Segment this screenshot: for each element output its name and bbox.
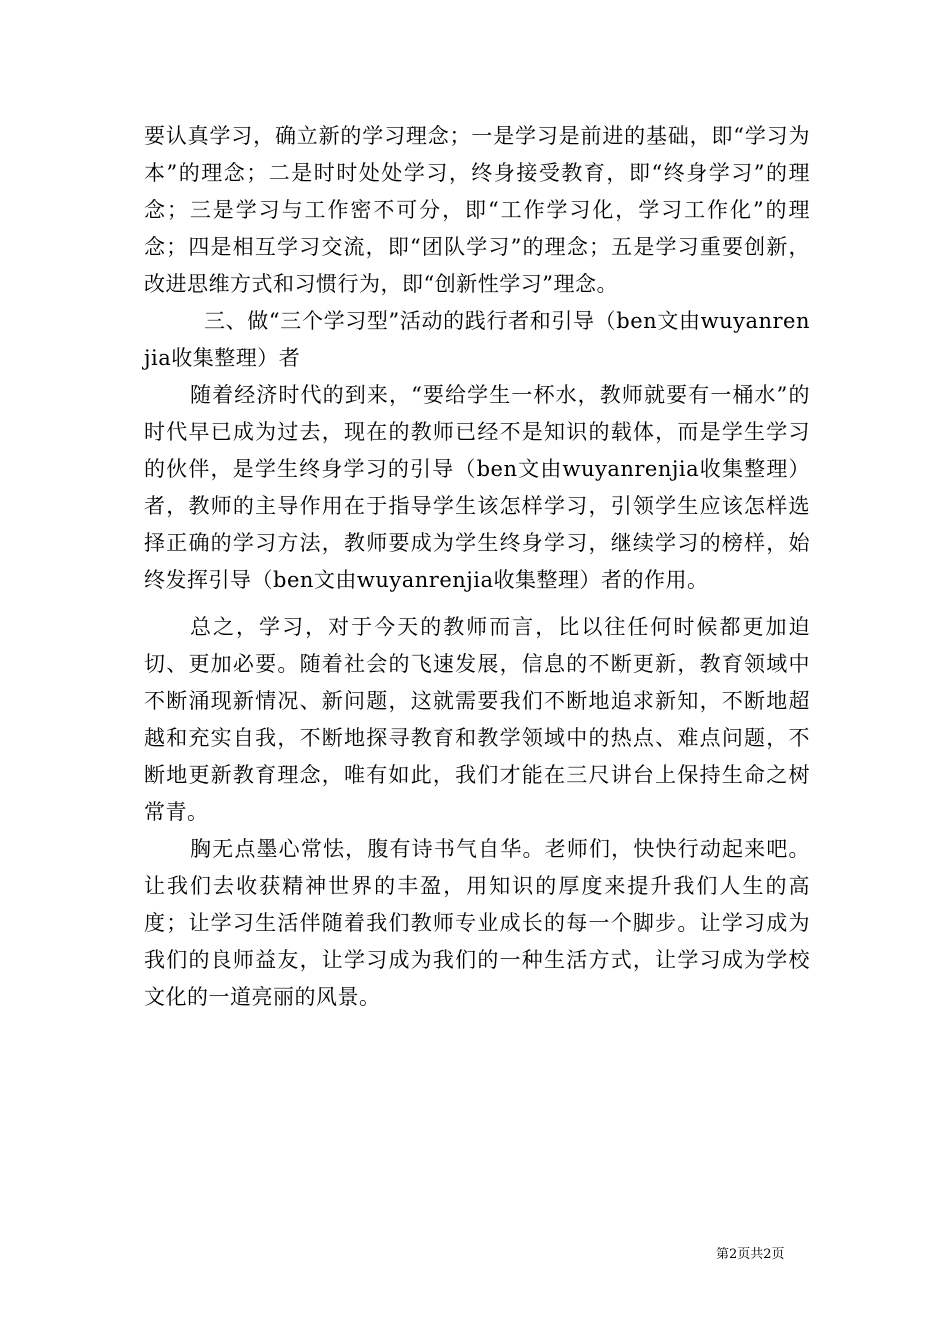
paragraph-body: 总之，学习，对于今天的教师而言，比以往任何时候都更加迫切、更加必要。随着社会的飞速发展，信息的不断更新，教育领域中不断涌现新情况、新问题，这就需要我们不断地追求新知，不断地超越和充实自我，不断地探寻教育和教学领域中的热点、难点问题，不断地更新教育理念，唯有如此，我们才能在三尺讲台上保持生命之树常青。: [144, 615, 810, 824]
page-number-footer: 第2页共2页: [716, 1247, 785, 1262]
paragraph-body: 胸无点墨心常怯，腹有诗书气自华。老师们，快快行动起来吧。让我们去收获精神世界的丰盈，用知识的厚度来提升我们人生的高度；让学习生活伴随着我们教师专业成长的每一个脚步。让学习成为我们的良师益友，让学习成为我们的一种生活方式，让学习成为学校文化的一道亮丽的风景。: [144, 837, 810, 1009]
section-heading: 三、做“三个学习型”活动的践行者和引导（ben文由wuyanrenjia收集整理）者: [144, 309, 810, 370]
document-body: [144, 118, 810, 1016]
paragraph-body: 随着经济时代的到来，“要给学生一杯水，教师就要有一桶水”的时代早已成为过去，现在的教师已经不是知识的载体，而是学生学习的伙伴，是学生终身学习的引导（ben文由wuyanrenjia收集整理）者，教师的主导作用在于指导学生该怎样学习，引领学生应该怎样选择正确的学习方法，教师要成为学生终身学习，继续学习的榜样，始终发挥引导（ben文由wuyanrenjia收集整理）者的作用。: [144, 383, 810, 592]
paragraph-continuation: 要认真学习，确立新的学习理念；一是学习是前进的基础，即“学习为本”的理念；二是时时处处学习，终身接受教育，即“终身学习”的理念；三是学习与工作密不可分，即“工作学习化，学习工作化”的理念；四是相互学习交流，即“团队学习”的理念；五是学习重要创新，改进思维方式和习惯行为，即“创新性学习”理念。: [144, 124, 810, 296]
